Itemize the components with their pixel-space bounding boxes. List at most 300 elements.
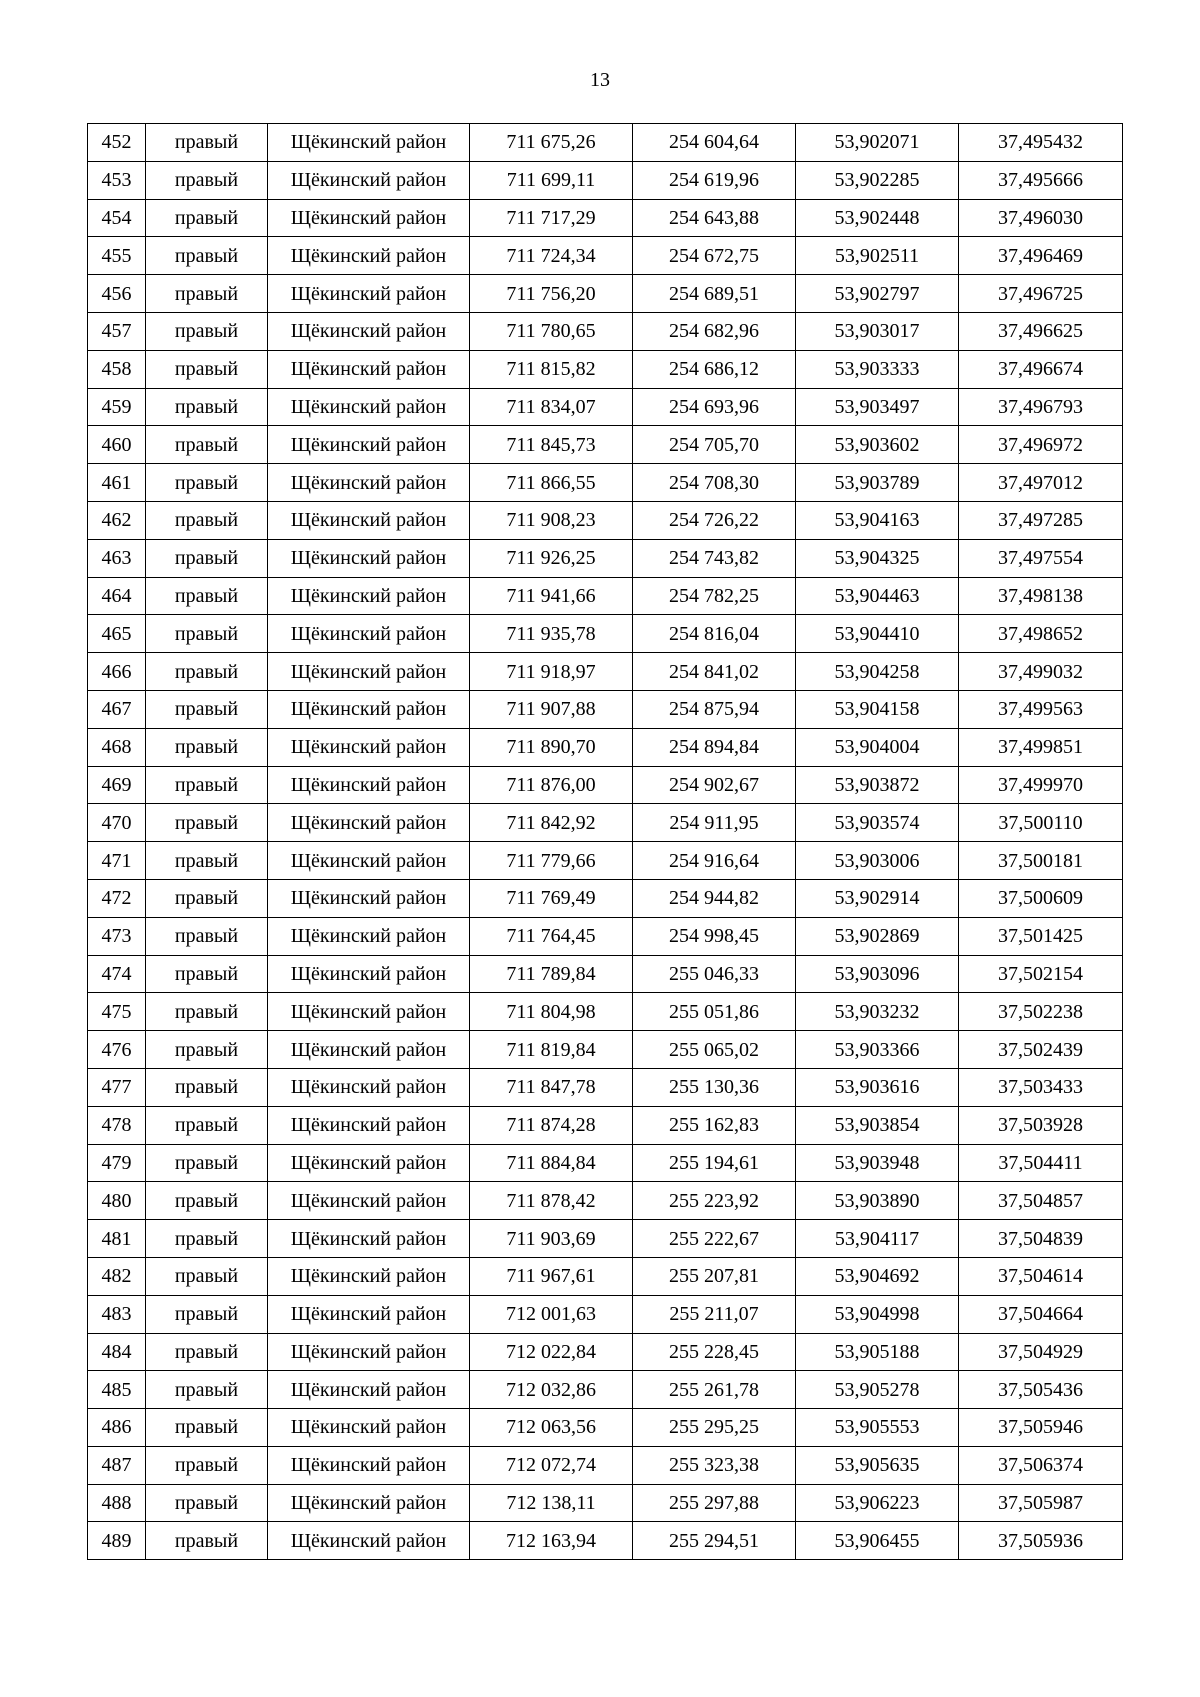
y-coordinate-cell: 255 223,92 (633, 1182, 796, 1220)
latitude-cell: 53,902869 (796, 917, 959, 955)
page-number: 13 (590, 69, 610, 91)
x-coordinate-cell: 711 842,92 (470, 804, 633, 842)
x-coordinate-cell: 712 072,74 (470, 1446, 633, 1484)
longitude-cell: 37,498652 (959, 615, 1123, 653)
y-coordinate-cell: 254 689,51 (633, 275, 796, 313)
latitude-cell: 53,903096 (796, 955, 959, 993)
longitude-cell: 37,498138 (959, 577, 1123, 615)
district-cell: Щёкинский район (268, 350, 470, 388)
latitude-cell: 53,903232 (796, 993, 959, 1031)
y-coordinate-cell: 254 998,45 (633, 917, 796, 955)
bank-cell: правый (146, 161, 268, 199)
table-row (88, 842, 1123, 880)
point-number-cell: 483 (88, 1295, 146, 1333)
y-coordinate-cell: 254 672,75 (633, 237, 796, 275)
table-row (88, 879, 1123, 917)
point-number-cell: 463 (88, 539, 146, 577)
latitude-cell: 53,905278 (796, 1371, 959, 1409)
longitude-cell: 37,505936 (959, 1522, 1123, 1560)
y-coordinate-cell: 255 261,78 (633, 1371, 796, 1409)
latitude-cell: 53,905553 (796, 1409, 959, 1447)
table-row (88, 199, 1123, 237)
x-coordinate-cell: 711 845,73 (470, 426, 633, 464)
longitude-cell: 37,505436 (959, 1371, 1123, 1409)
table-row (88, 161, 1123, 199)
longitude-cell: 37,501425 (959, 917, 1123, 955)
y-coordinate-cell: 255 046,33 (633, 955, 796, 993)
bank-cell: правый (146, 1257, 268, 1295)
point-number-cell: 482 (88, 1257, 146, 1295)
point-number-cell: 462 (88, 501, 146, 539)
latitude-cell: 53,906223 (796, 1484, 959, 1522)
table-row (88, 237, 1123, 275)
longitude-cell: 37,495666 (959, 161, 1123, 199)
point-number-cell: 489 (88, 1522, 146, 1560)
bank-cell: правый (146, 653, 268, 691)
table-row (88, 1068, 1123, 1106)
table-row (88, 312, 1123, 350)
table-row (88, 1220, 1123, 1258)
district-cell: Щёкинский район (268, 1106, 470, 1144)
bank-cell: правый (146, 804, 268, 842)
table-row (88, 766, 1123, 804)
y-coordinate-cell: 255 162,83 (633, 1106, 796, 1144)
district-cell: Щёкинский район (268, 161, 470, 199)
x-coordinate-cell: 711 935,78 (470, 615, 633, 653)
longitude-cell: 37,496793 (959, 388, 1123, 426)
bank-cell: правый (146, 1371, 268, 1409)
district-cell: Щёкинский район (268, 312, 470, 350)
y-coordinate-cell: 254 726,22 (633, 501, 796, 539)
y-coordinate-cell: 255 207,81 (633, 1257, 796, 1295)
longitude-cell: 37,505946 (959, 1409, 1123, 1447)
longitude-cell: 37,504411 (959, 1144, 1123, 1182)
point-number-cell: 484 (88, 1333, 146, 1371)
longitude-cell: 37,499032 (959, 653, 1123, 691)
x-coordinate-cell: 711 908,23 (470, 501, 633, 539)
x-coordinate-cell: 711 890,70 (470, 728, 633, 766)
y-coordinate-cell: 254 682,96 (633, 312, 796, 350)
table-row (88, 1522, 1123, 1560)
point-number-cell: 476 (88, 1031, 146, 1069)
x-coordinate-cell: 711 717,29 (470, 199, 633, 237)
bank-cell: правый (146, 237, 268, 275)
table-row (88, 1144, 1123, 1182)
longitude-cell: 37,496625 (959, 312, 1123, 350)
district-cell: Щёкинский район (268, 690, 470, 728)
latitude-cell: 53,902448 (796, 199, 959, 237)
y-coordinate-cell: 254 916,64 (633, 842, 796, 880)
table-row (88, 615, 1123, 653)
point-number-cell: 485 (88, 1371, 146, 1409)
longitude-cell: 37,497012 (959, 464, 1123, 502)
longitude-cell: 37,500181 (959, 842, 1123, 880)
longitude-cell: 37,502238 (959, 993, 1123, 1031)
longitude-cell: 37,496674 (959, 350, 1123, 388)
longitude-cell: 37,496725 (959, 275, 1123, 313)
bank-cell: правый (146, 879, 268, 917)
bank-cell: правый (146, 1144, 268, 1182)
latitude-cell: 53,903366 (796, 1031, 959, 1069)
point-number-cell: 475 (88, 993, 146, 1031)
district-cell: Щёкинский район (268, 1371, 470, 1409)
latitude-cell: 53,902914 (796, 879, 959, 917)
table-row (88, 464, 1123, 502)
district-cell: Щёкинский район (268, 199, 470, 237)
district-cell: Щёкинский район (268, 388, 470, 426)
x-coordinate-cell: 711 779,66 (470, 842, 633, 880)
table-row (88, 653, 1123, 691)
point-number-cell: 466 (88, 653, 146, 691)
latitude-cell: 53,903333 (796, 350, 959, 388)
x-coordinate-cell: 711 756,20 (470, 275, 633, 313)
table-row (88, 955, 1123, 993)
latitude-cell: 53,903890 (796, 1182, 959, 1220)
point-number-cell: 454 (88, 199, 146, 237)
point-number-cell: 468 (88, 728, 146, 766)
y-coordinate-cell: 254 604,64 (633, 124, 796, 162)
table-row (88, 1409, 1123, 1447)
point-number-cell: 456 (88, 275, 146, 313)
longitude-cell: 37,504839 (959, 1220, 1123, 1258)
bank-cell: правый (146, 388, 268, 426)
x-coordinate-cell: 711 780,65 (470, 312, 633, 350)
latitude-cell: 53,903602 (796, 426, 959, 464)
y-coordinate-cell: 254 693,96 (633, 388, 796, 426)
x-coordinate-cell: 711 918,97 (470, 653, 633, 691)
district-cell: Щёкинский район (268, 1295, 470, 1333)
bank-cell: правый (146, 1182, 268, 1220)
x-coordinate-cell: 711 815,82 (470, 350, 633, 388)
district-cell: Щёкинский район (268, 539, 470, 577)
table-row (88, 1333, 1123, 1371)
table-row (88, 426, 1123, 464)
latitude-cell: 53,904463 (796, 577, 959, 615)
x-coordinate-cell: 711 941,66 (470, 577, 633, 615)
x-coordinate-cell: 712 138,11 (470, 1484, 633, 1522)
longitude-cell: 37,500609 (959, 879, 1123, 917)
y-coordinate-cell: 254 816,04 (633, 615, 796, 653)
bank-cell: правый (146, 1333, 268, 1371)
latitude-cell: 53,903574 (796, 804, 959, 842)
district-cell: Щёкинский район (268, 237, 470, 275)
y-coordinate-cell: 254 782,25 (633, 577, 796, 615)
latitude-cell: 53,904117 (796, 1220, 959, 1258)
district-cell: Щёкинский район (268, 426, 470, 464)
district-cell: Щёкинский район (268, 1144, 470, 1182)
latitude-cell: 53,904410 (796, 615, 959, 653)
longitude-cell: 37,502154 (959, 955, 1123, 993)
bank-cell: правый (146, 1409, 268, 1447)
bank-cell: правый (146, 615, 268, 653)
district-cell: Щёкинский район (268, 993, 470, 1031)
y-coordinate-cell: 255 065,02 (633, 1031, 796, 1069)
table-row (88, 388, 1123, 426)
longitude-cell: 37,504857 (959, 1182, 1123, 1220)
bank-cell: правый (146, 501, 268, 539)
latitude-cell: 53,904998 (796, 1295, 959, 1333)
point-number-cell: 472 (88, 879, 146, 917)
point-number-cell: 478 (88, 1106, 146, 1144)
latitude-cell: 53,902511 (796, 237, 959, 275)
latitude-cell: 53,903789 (796, 464, 959, 502)
y-coordinate-cell: 255 228,45 (633, 1333, 796, 1371)
point-number-cell: 487 (88, 1446, 146, 1484)
point-number-cell: 455 (88, 237, 146, 275)
latitude-cell: 53,905188 (796, 1333, 959, 1371)
bank-cell: правый (146, 312, 268, 350)
district-cell: Щёкинский район (268, 653, 470, 691)
x-coordinate-cell: 711 769,49 (470, 879, 633, 917)
point-number-cell: 477 (88, 1068, 146, 1106)
point-number-cell: 459 (88, 388, 146, 426)
x-coordinate-cell: 711 819,84 (470, 1031, 633, 1069)
latitude-cell: 53,903948 (796, 1144, 959, 1182)
district-cell: Щёкинский район (268, 1333, 470, 1371)
y-coordinate-cell: 254 902,67 (633, 766, 796, 804)
district-cell: Щёкинский район (268, 1257, 470, 1295)
x-coordinate-cell: 711 764,45 (470, 917, 633, 955)
latitude-cell: 53,906455 (796, 1522, 959, 1560)
latitude-cell: 53,904158 (796, 690, 959, 728)
y-coordinate-cell: 254 911,95 (633, 804, 796, 842)
district-cell: Щёкинский район (268, 501, 470, 539)
bank-cell: правый (146, 124, 268, 162)
x-coordinate-cell: 711 876,00 (470, 766, 633, 804)
district-cell: Щёкинский район (268, 1522, 470, 1560)
y-coordinate-cell: 255 051,86 (633, 993, 796, 1031)
bank-cell: правый (146, 1220, 268, 1258)
x-coordinate-cell: 711 675,26 (470, 124, 633, 162)
y-coordinate-cell: 255 222,67 (633, 1220, 796, 1258)
table-row (88, 275, 1123, 313)
bank-cell: правый (146, 955, 268, 993)
point-number-cell: 461 (88, 464, 146, 502)
latitude-cell: 53,904258 (796, 653, 959, 691)
point-number-cell: 474 (88, 955, 146, 993)
x-coordinate-cell: 711 724,34 (470, 237, 633, 275)
bank-cell: правый (146, 917, 268, 955)
bank-cell: правый (146, 1446, 268, 1484)
table-row (88, 804, 1123, 842)
bank-cell: правый (146, 690, 268, 728)
bank-cell: правый (146, 1068, 268, 1106)
bank-cell: правый (146, 728, 268, 766)
point-number-cell: 479 (88, 1144, 146, 1182)
y-coordinate-cell: 254 643,88 (633, 199, 796, 237)
district-cell: Щёкинский район (268, 124, 470, 162)
table-row (88, 993, 1123, 1031)
bank-cell: правый (146, 426, 268, 464)
table-row (88, 124, 1123, 162)
bank-cell: правый (146, 1522, 268, 1560)
longitude-cell: 37,503928 (959, 1106, 1123, 1144)
district-cell: Щёкинский район (268, 728, 470, 766)
latitude-cell: 53,902071 (796, 124, 959, 162)
table-row (88, 1106, 1123, 1144)
longitude-cell: 37,505987 (959, 1484, 1123, 1522)
x-coordinate-cell: 711 789,84 (470, 955, 633, 993)
longitude-cell: 37,504614 (959, 1257, 1123, 1295)
latitude-cell: 53,902797 (796, 275, 959, 313)
table-row (88, 1446, 1123, 1484)
point-number-cell: 453 (88, 161, 146, 199)
coordinates-table (87, 123, 1123, 1560)
y-coordinate-cell: 254 619,96 (633, 161, 796, 199)
point-number-cell: 464 (88, 577, 146, 615)
point-number-cell: 457 (88, 312, 146, 350)
district-cell: Щёкинский район (268, 955, 470, 993)
latitude-cell: 53,905635 (796, 1446, 959, 1484)
x-coordinate-cell: 712 022,84 (470, 1333, 633, 1371)
point-number-cell: 481 (88, 1220, 146, 1258)
bank-cell: правый (146, 539, 268, 577)
bank-cell: правый (146, 199, 268, 237)
y-coordinate-cell: 255 297,88 (633, 1484, 796, 1522)
point-number-cell: 473 (88, 917, 146, 955)
longitude-cell: 37,499563 (959, 690, 1123, 728)
longitude-cell: 37,496030 (959, 199, 1123, 237)
latitude-cell: 53,902285 (796, 161, 959, 199)
point-number-cell: 486 (88, 1409, 146, 1447)
table-row (88, 350, 1123, 388)
table-row (88, 1371, 1123, 1409)
latitude-cell: 53,904163 (796, 501, 959, 539)
y-coordinate-cell: 254 743,82 (633, 539, 796, 577)
table-row (88, 577, 1123, 615)
x-coordinate-cell: 712 001,63 (470, 1295, 633, 1333)
point-number-cell: 458 (88, 350, 146, 388)
y-coordinate-cell: 254 705,70 (633, 426, 796, 464)
latitude-cell: 53,903497 (796, 388, 959, 426)
bank-cell: правый (146, 350, 268, 388)
longitude-cell: 37,496972 (959, 426, 1123, 464)
latitude-cell: 53,904325 (796, 539, 959, 577)
latitude-cell: 53,903872 (796, 766, 959, 804)
y-coordinate-cell: 255 295,25 (633, 1409, 796, 1447)
point-number-cell: 470 (88, 804, 146, 842)
table-row (88, 690, 1123, 728)
longitude-cell: 37,499851 (959, 728, 1123, 766)
longitude-cell: 37,495432 (959, 124, 1123, 162)
x-coordinate-cell: 711 926,25 (470, 539, 633, 577)
table-body (88, 124, 1123, 1560)
district-cell: Щёкинский район (268, 1409, 470, 1447)
point-number-cell: 469 (88, 766, 146, 804)
district-cell: Щёкинский район (268, 1446, 470, 1484)
x-coordinate-cell: 711 874,28 (470, 1106, 633, 1144)
bank-cell: правый (146, 464, 268, 502)
x-coordinate-cell: 711 699,11 (470, 161, 633, 199)
longitude-cell: 37,496469 (959, 237, 1123, 275)
district-cell: Щёкинский район (268, 804, 470, 842)
y-coordinate-cell: 254 708,30 (633, 464, 796, 502)
y-coordinate-cell: 254 841,02 (633, 653, 796, 691)
bank-cell: правый (146, 766, 268, 804)
longitude-cell: 37,497285 (959, 501, 1123, 539)
x-coordinate-cell: 711 878,42 (470, 1182, 633, 1220)
table-row (88, 728, 1123, 766)
y-coordinate-cell: 255 323,38 (633, 1446, 796, 1484)
point-number-cell: 452 (88, 124, 146, 162)
point-number-cell: 471 (88, 842, 146, 880)
table-row (88, 501, 1123, 539)
district-cell: Щёкинский район (268, 879, 470, 917)
latitude-cell: 53,903006 (796, 842, 959, 880)
district-cell: Щёкинский район (268, 917, 470, 955)
district-cell: Щёкинский район (268, 842, 470, 880)
table-row (88, 1031, 1123, 1069)
longitude-cell: 37,506374 (959, 1446, 1123, 1484)
bank-cell: правый (146, 1484, 268, 1522)
district-cell: Щёкинский район (268, 1031, 470, 1069)
latitude-cell: 53,904692 (796, 1257, 959, 1295)
y-coordinate-cell: 255 194,61 (633, 1144, 796, 1182)
x-coordinate-cell: 711 866,55 (470, 464, 633, 502)
table-row (88, 1257, 1123, 1295)
district-cell: Щёкинский район (268, 1068, 470, 1106)
point-number-cell: 465 (88, 615, 146, 653)
point-number-cell: 460 (88, 426, 146, 464)
bank-cell: правый (146, 577, 268, 615)
district-cell: Щёкинский район (268, 1220, 470, 1258)
longitude-cell: 37,503433 (959, 1068, 1123, 1106)
x-coordinate-cell: 712 163,94 (470, 1522, 633, 1560)
point-number-cell: 467 (88, 690, 146, 728)
longitude-cell: 37,502439 (959, 1031, 1123, 1069)
district-cell: Щёкинский район (268, 275, 470, 313)
x-coordinate-cell: 711 967,61 (470, 1257, 633, 1295)
district-cell: Щёкинский район (268, 615, 470, 653)
y-coordinate-cell: 254 894,84 (633, 728, 796, 766)
district-cell: Щёкинский район (268, 1182, 470, 1220)
district-cell: Щёкинский район (268, 577, 470, 615)
longitude-cell: 37,500110 (959, 804, 1123, 842)
longitude-cell: 37,499970 (959, 766, 1123, 804)
bank-cell: правый (146, 842, 268, 880)
y-coordinate-cell: 255 294,51 (633, 1522, 796, 1560)
bank-cell: правый (146, 993, 268, 1031)
latitude-cell: 53,903854 (796, 1106, 959, 1144)
x-coordinate-cell: 711 834,07 (470, 388, 633, 426)
y-coordinate-cell: 254 944,82 (633, 879, 796, 917)
point-number-cell: 488 (88, 1484, 146, 1522)
table-row (88, 1182, 1123, 1220)
longitude-cell: 37,497554 (959, 539, 1123, 577)
y-coordinate-cell: 255 130,36 (633, 1068, 796, 1106)
x-coordinate-cell: 711 884,84 (470, 1144, 633, 1182)
bank-cell: правый (146, 1106, 268, 1144)
longitude-cell: 37,504664 (959, 1295, 1123, 1333)
table-row (88, 917, 1123, 955)
x-coordinate-cell: 711 907,88 (470, 690, 633, 728)
y-coordinate-cell: 254 686,12 (633, 350, 796, 388)
latitude-cell: 53,903017 (796, 312, 959, 350)
bank-cell: правый (146, 275, 268, 313)
table-row (88, 539, 1123, 577)
district-cell: Щёкинский район (268, 766, 470, 804)
table-row (88, 1295, 1123, 1333)
y-coordinate-cell: 255 211,07 (633, 1295, 796, 1333)
x-coordinate-cell: 711 804,98 (470, 993, 633, 1031)
x-coordinate-cell: 712 063,56 (470, 1409, 633, 1447)
longitude-cell: 37,504929 (959, 1333, 1123, 1371)
x-coordinate-cell: 711 847,78 (470, 1068, 633, 1106)
table-row (88, 1484, 1123, 1522)
bank-cell: правый (146, 1031, 268, 1069)
district-cell: Щёкинский район (268, 1484, 470, 1522)
x-coordinate-cell: 711 903,69 (470, 1220, 633, 1258)
